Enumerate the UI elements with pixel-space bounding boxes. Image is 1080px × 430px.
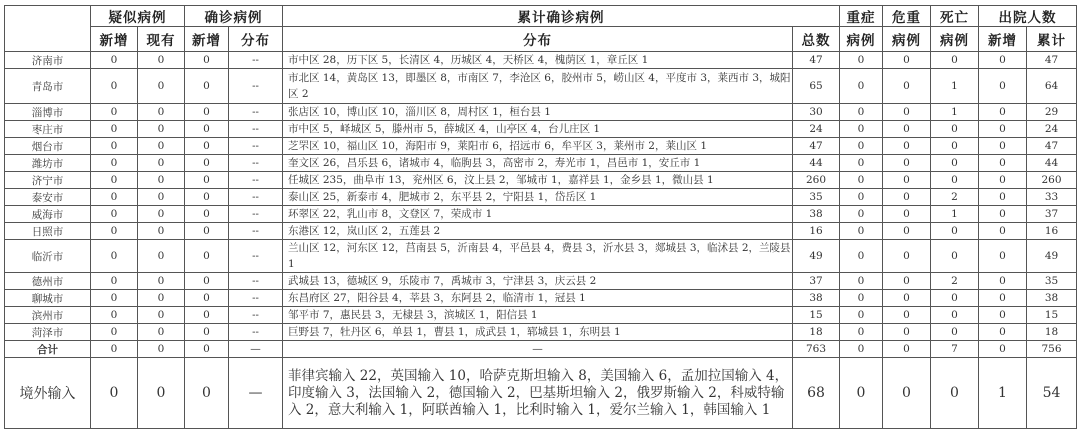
discharged-cumulative: 64 — [1027, 69, 1077, 104]
death-cases: 1 — [931, 69, 979, 104]
discharged-cumulative: 16 — [1027, 223, 1077, 240]
header-critical: 危重 — [883, 6, 931, 27]
cumulative-distribution: 东昌府区 27，阳谷县 4，莘县 3，东阿县 2，临清市 1，冠县 1 — [283, 290, 793, 307]
table-row — [5, 223, 1077, 240]
severe-cases: 0 — [840, 189, 883, 206]
confirmed-new: 0 — [185, 206, 229, 223]
discharged-new: 0 — [979, 307, 1027, 324]
table-row — [5, 52, 1077, 69]
suspected-new: 0 — [91, 273, 138, 290]
confirmed-distribution: -- — [229, 155, 283, 172]
confirmed-distribution: -- — [229, 240, 283, 273]
header-discharged-cumulative: 累计 — [1027, 27, 1077, 52]
table-row — [5, 138, 1077, 155]
covid-stats-table-container — [4, 5, 1076, 429]
discharged-new: 0 — [979, 223, 1027, 240]
critical-cases: 0 — [883, 223, 931, 240]
header-death: 死亡 — [931, 6, 979, 27]
header-suspected-new: 新增 — [91, 27, 138, 52]
suspected-new: 0 — [91, 138, 138, 155]
overseas-severe: 0 — [840, 358, 883, 429]
suspected-current: 0 — [138, 206, 185, 223]
suspected-current: 0 — [138, 138, 185, 155]
suspected-current: 0 — [138, 290, 185, 307]
confirmed-distribution: -- — [229, 104, 283, 121]
confirmed-distribution: -- — [229, 69, 283, 104]
confirmed-new: 0 — [185, 223, 229, 240]
total-discharged-cumulative: 756 — [1027, 341, 1077, 358]
severe-cases: 0 — [840, 290, 883, 307]
discharged-cumulative: 24 — [1027, 121, 1077, 138]
overseas-confirmed-new: 0 — [185, 358, 229, 429]
header-confirmed-distribution: 分布 — [229, 27, 283, 52]
severe-cases: 0 — [840, 206, 883, 223]
cumulative-distribution: 任城区 235，曲阜市 13，兖州区 6，汶上县 2，邹城市 1，嘉祥县 1，金乡县 1，微山县 1 — [283, 172, 793, 189]
suspected-current: 0 — [138, 155, 185, 172]
cumulative-distribution: 邹平市 7，惠民县 3，无棣县 3，滨城区 1，阳信县 1 — [283, 307, 793, 324]
death-cases: 0 — [931, 138, 979, 155]
severe-cases: 0 — [840, 273, 883, 290]
suspected-current: 0 — [138, 121, 185, 138]
overseas-confirmed-distribution: — — [229, 358, 283, 429]
confirmed-new: 0 — [185, 172, 229, 189]
header-cumulative: 累计确诊病例 — [283, 6, 840, 27]
cumulative-total: 37 — [793, 273, 840, 290]
table-row — [5, 155, 1077, 172]
confirmed-new: 0 — [185, 69, 229, 104]
death-cases: 0 — [931, 290, 979, 307]
suspected-new: 0 — [91, 189, 138, 206]
critical-cases: 0 — [883, 189, 931, 206]
severe-cases: 0 — [840, 172, 883, 189]
discharged-cumulative: 18 — [1027, 324, 1077, 341]
confirmed-distribution: -- — [229, 52, 283, 69]
total-critical: 0 — [883, 341, 931, 358]
city-name: 威海市 — [5, 206, 91, 223]
discharged-new: 0 — [979, 189, 1027, 206]
header-discharged: 出院人数 — [979, 6, 1077, 27]
cumulative-distribution: 泰山区 25，新泰市 4，肥城市 2，东平县 2，宁阳县 1，岱岳区 1 — [283, 189, 793, 206]
overseas-suspected-new: 0 — [91, 358, 138, 429]
cumulative-distribution: 张店区 10，博山区 10，淄川区 8，周村区 1，桓台县 1 — [283, 104, 793, 121]
suspected-new: 0 — [91, 307, 138, 324]
suspected-current: 0 — [138, 307, 185, 324]
discharged-new: 0 — [979, 155, 1027, 172]
critical-cases: 0 — [883, 172, 931, 189]
cumulative-total: 30 — [793, 104, 840, 121]
suspected-new: 0 — [91, 52, 138, 69]
death-cases: 0 — [931, 155, 979, 172]
suspected-new: 0 — [91, 290, 138, 307]
confirmed-distribution: -- — [229, 121, 283, 138]
confirmed-new: 0 — [185, 273, 229, 290]
overseas-death: 0 — [931, 358, 979, 429]
discharged-cumulative: 15 — [1027, 307, 1077, 324]
table-row — [5, 307, 1077, 324]
city-name: 烟台市 — [5, 138, 91, 155]
total-discharged-new: 0 — [979, 341, 1027, 358]
severe-cases: 0 — [840, 307, 883, 324]
overseas-discharged-new: 1 — [979, 358, 1027, 429]
table-row — [5, 206, 1077, 223]
death-cases: 0 — [931, 324, 979, 341]
header-row-sub — [5, 27, 1077, 52]
cumulative-total: 47 — [793, 52, 840, 69]
discharged-new: 0 — [979, 290, 1027, 307]
cumulative-total: 24 — [793, 121, 840, 138]
death-cases: 1 — [931, 206, 979, 223]
discharged-new: 0 — [979, 52, 1027, 69]
overseas-critical: 0 — [883, 358, 931, 429]
discharged-cumulative: 49 — [1027, 240, 1077, 273]
suspected-new: 0 — [91, 223, 138, 240]
total-severe: 0 — [840, 341, 883, 358]
suspected-current: 0 — [138, 223, 185, 240]
discharged-cumulative: 44 — [1027, 155, 1077, 172]
suspected-new: 0 — [91, 324, 138, 341]
cumulative-distribution: 奎文区 26，昌乐县 6，诸城市 4，临朐县 3，高密市 2，寿光市 1，昌邑市 1，安丘市 1 — [283, 155, 793, 172]
suspected-current: 0 — [138, 189, 185, 206]
critical-cases: 0 — [883, 121, 931, 138]
cumulative-total: 49 — [793, 240, 840, 273]
confirmed-distribution: -- — [229, 172, 283, 189]
header-city — [5, 6, 91, 52]
table-row — [5, 273, 1077, 290]
city-name: 日照市 — [5, 223, 91, 240]
discharged-new: 0 — [979, 324, 1027, 341]
death-cases: 0 — [931, 121, 979, 138]
suspected-new: 0 — [91, 69, 138, 104]
suspected-current: 0 — [138, 172, 185, 189]
header-discharged-new: 新增 — [979, 27, 1027, 52]
confirmed-new: 0 — [185, 121, 229, 138]
discharged-new: 0 — [979, 172, 1027, 189]
cumulative-distribution: 东港区 12，岚山区 2，五莲县 2 — [283, 223, 793, 240]
header-severe-cases: 病例 — [840, 27, 883, 52]
discharged-cumulative: 35 — [1027, 273, 1077, 290]
header-death-cases: 病例 — [931, 27, 979, 52]
confirmed-distribution: -- — [229, 324, 283, 341]
confirmed-new: 0 — [185, 52, 229, 69]
overseas-row — [5, 358, 1077, 429]
overseas-distribution: 菲律宾输入 22，英国输入 10，哈萨克斯坦输入 8，美国输入 6，孟加拉国输入 4，印度输入 3，法国输入 2，德国输入 2，巴基斯坦输入 2，俄罗斯输入 2，科威特输入 2，意大利输入 1，阿联酋输入 1，比利时输入 1，爱尔兰输入 1，韩国输入 1 — [283, 358, 793, 429]
total-death: 7 — [931, 341, 979, 358]
city-name: 淄博市 — [5, 104, 91, 121]
table-row — [5, 240, 1077, 273]
severe-cases: 0 — [840, 223, 883, 240]
total-confirmed-new: 0 — [185, 341, 229, 358]
cumulative-total: 38 — [793, 206, 840, 223]
cumulative-distribution: 环翠区 22，乳山市 8，文登区 7，荣成市 1 — [283, 206, 793, 223]
table-row — [5, 172, 1077, 189]
header-severe: 重症 — [840, 6, 883, 27]
confirmed-distribution: -- — [229, 290, 283, 307]
cumulative-distribution: 兰山区 12，河东区 12，莒南县 5，沂南县 4，平邑县 4，费县 3，沂水县 3，郯城县 3，临沭县 2，兰陵县 1 — [283, 240, 793, 273]
city-name: 菏泽市 — [5, 324, 91, 341]
severe-cases: 0 — [840, 155, 883, 172]
discharged-new: 0 — [979, 69, 1027, 104]
cumulative-distribution: 市北区 14，黄岛区 13，即墨区 8，市南区 7，李沧区 6，胶州市 5，崂山区 4，平度市 3，莱西市 3，城阳区 2 — [283, 69, 793, 104]
critical-cases: 0 — [883, 69, 931, 104]
severe-cases: 0 — [840, 104, 883, 121]
overseas-discharged-cumulative: 54 — [1027, 358, 1077, 429]
confirmed-new: 0 — [185, 240, 229, 273]
suspected-new: 0 — [91, 172, 138, 189]
death-cases: 0 — [931, 223, 979, 240]
header-cumulative-total: 总数 — [793, 27, 840, 52]
discharged-cumulative: 29 — [1027, 104, 1077, 121]
header-suspected-current: 现有 — [138, 27, 185, 52]
confirmed-distribution: -- — [229, 206, 283, 223]
cumulative-total: 16 — [793, 223, 840, 240]
suspected-new: 0 — [91, 121, 138, 138]
cumulative-total: 38 — [793, 290, 840, 307]
header-confirmed-new: 新增 — [185, 27, 229, 52]
confirmed-new: 0 — [185, 138, 229, 155]
header-row-main — [5, 6, 1077, 27]
confirmed-new: 0 — [185, 290, 229, 307]
critical-cases: 0 — [883, 52, 931, 69]
severe-cases: 0 — [840, 52, 883, 69]
cumulative-total: 260 — [793, 172, 840, 189]
confirmed-distribution: -- — [229, 223, 283, 240]
overseas-cumulative: 68 — [793, 358, 840, 429]
discharged-new: 0 — [979, 273, 1027, 290]
city-name: 泰安市 — [5, 189, 91, 206]
city-name: 德州市 — [5, 273, 91, 290]
discharged-cumulative: 37 — [1027, 206, 1077, 223]
discharged-new: 0 — [979, 104, 1027, 121]
critical-cases: 0 — [883, 155, 931, 172]
discharged-new: 0 — [979, 206, 1027, 223]
table-body — [5, 52, 1077, 429]
discharged-cumulative: 260 — [1027, 172, 1077, 189]
cumulative-total: 65 — [793, 69, 840, 104]
total-suspected-current: 0 — [138, 341, 185, 358]
total-row — [5, 341, 1077, 358]
critical-cases: 0 — [883, 206, 931, 223]
suspected-current: 0 — [138, 69, 185, 104]
table-row — [5, 121, 1077, 138]
suspected-current: 0 — [138, 104, 185, 121]
table-row — [5, 324, 1077, 341]
table-row — [5, 69, 1077, 104]
cumulative-total: 18 — [793, 324, 840, 341]
critical-cases: 0 — [883, 138, 931, 155]
cumulative-distribution: 芝罘区 10，福山区 10，海阳市 9，莱阳市 6，招远市 6，牟平区 3，莱州市 2，莱山区 1 — [283, 138, 793, 155]
critical-cases: 0 — [883, 240, 931, 273]
city-name: 临沂市 — [5, 240, 91, 273]
overseas-label: 境外输入 — [5, 358, 91, 429]
city-name: 聊城市 — [5, 290, 91, 307]
covid-stats-table — [4, 5, 1077, 429]
table-row — [5, 290, 1077, 307]
discharged-cumulative: 33 — [1027, 189, 1077, 206]
cumulative-total: 15 — [793, 307, 840, 324]
total-suspected-new: 0 — [91, 341, 138, 358]
confirmed-new: 0 — [185, 324, 229, 341]
cumulative-distribution: 巨野县 7，牡丹区 6，单县 1，曹县 1，成武县 1，郓城县 1，东明县 1 — [283, 324, 793, 341]
cumulative-total: 35 — [793, 189, 840, 206]
death-cases: 2 — [931, 273, 979, 290]
suspected-new: 0 — [91, 155, 138, 172]
header-confirmed: 确诊病例 — [185, 6, 283, 27]
confirmed-distribution: -- — [229, 138, 283, 155]
suspected-current: 0 — [138, 273, 185, 290]
confirmed-new: 0 — [185, 307, 229, 324]
total-confirmed-distribution: — — [229, 341, 283, 358]
cumulative-distribution: 武城县 13，德城区 9，乐陵市 7，禹城市 3，宁津县 3，庆云县 2 — [283, 273, 793, 290]
city-name: 潍坊市 — [5, 155, 91, 172]
table-header — [5, 6, 1077, 52]
cumulative-distribution: 市中区 28，历下区 5，长清区 4，历城区 4，天桥区 4，槐荫区 1，章丘区 1 — [283, 52, 793, 69]
discharged-new: 0 — [979, 240, 1027, 273]
critical-cases: 0 — [883, 104, 931, 121]
death-cases: 0 — [931, 240, 979, 273]
confirmed-distribution: -- — [229, 273, 283, 290]
severe-cases: 0 — [840, 240, 883, 273]
suspected-current: 0 — [138, 240, 185, 273]
city-name: 青岛市 — [5, 69, 91, 104]
table-row — [5, 189, 1077, 206]
overseas-suspected-current: 0 — [138, 358, 185, 429]
suspected-current: 0 — [138, 52, 185, 69]
city-name: 济宁市 — [5, 172, 91, 189]
city-name: 济南市 — [5, 52, 91, 69]
discharged-cumulative: 47 — [1027, 52, 1077, 69]
city-name: 枣庄市 — [5, 121, 91, 138]
suspected-current: 0 — [138, 324, 185, 341]
severe-cases: 0 — [840, 138, 883, 155]
cumulative-total: 44 — [793, 155, 840, 172]
confirmed-distribution: -- — [229, 189, 283, 206]
suspected-new: 0 — [91, 104, 138, 121]
total-cumulative: 763 — [793, 341, 840, 358]
critical-cases: 0 — [883, 290, 931, 307]
critical-cases: 0 — [883, 324, 931, 341]
total-distribution: — — [283, 341, 793, 358]
death-cases: 1 — [931, 104, 979, 121]
critical-cases: 0 — [883, 273, 931, 290]
severe-cases: 0 — [840, 121, 883, 138]
discharged-new: 0 — [979, 121, 1027, 138]
critical-cases: 0 — [883, 307, 931, 324]
death-cases: 0 — [931, 172, 979, 189]
confirmed-distribution: -- — [229, 307, 283, 324]
header-critical-cases: 病例 — [883, 27, 931, 52]
confirmed-new: 0 — [185, 189, 229, 206]
cumulative-total: 47 — [793, 138, 840, 155]
discharged-new: 0 — [979, 138, 1027, 155]
header-suspected: 疑似病例 — [91, 6, 185, 27]
confirmed-new: 0 — [185, 155, 229, 172]
suspected-new: 0 — [91, 206, 138, 223]
header-cumulative-distribution: 分布 — [283, 27, 793, 52]
cumulative-distribution: 市中区 5，峄城区 5，滕州市 5，薛城区 4，山亭区 4，台儿庄区 1 — [283, 121, 793, 138]
death-cases: 0 — [931, 307, 979, 324]
confirmed-new: 0 — [185, 104, 229, 121]
discharged-cumulative: 38 — [1027, 290, 1077, 307]
death-cases: 0 — [931, 52, 979, 69]
city-name: 滨州市 — [5, 307, 91, 324]
severe-cases: 0 — [840, 324, 883, 341]
total-label: 合计 — [5, 341, 91, 358]
table-row — [5, 104, 1077, 121]
severe-cases: 0 — [840, 69, 883, 104]
discharged-cumulative: 47 — [1027, 138, 1077, 155]
death-cases: 2 — [931, 189, 979, 206]
suspected-new: 0 — [91, 240, 138, 273]
